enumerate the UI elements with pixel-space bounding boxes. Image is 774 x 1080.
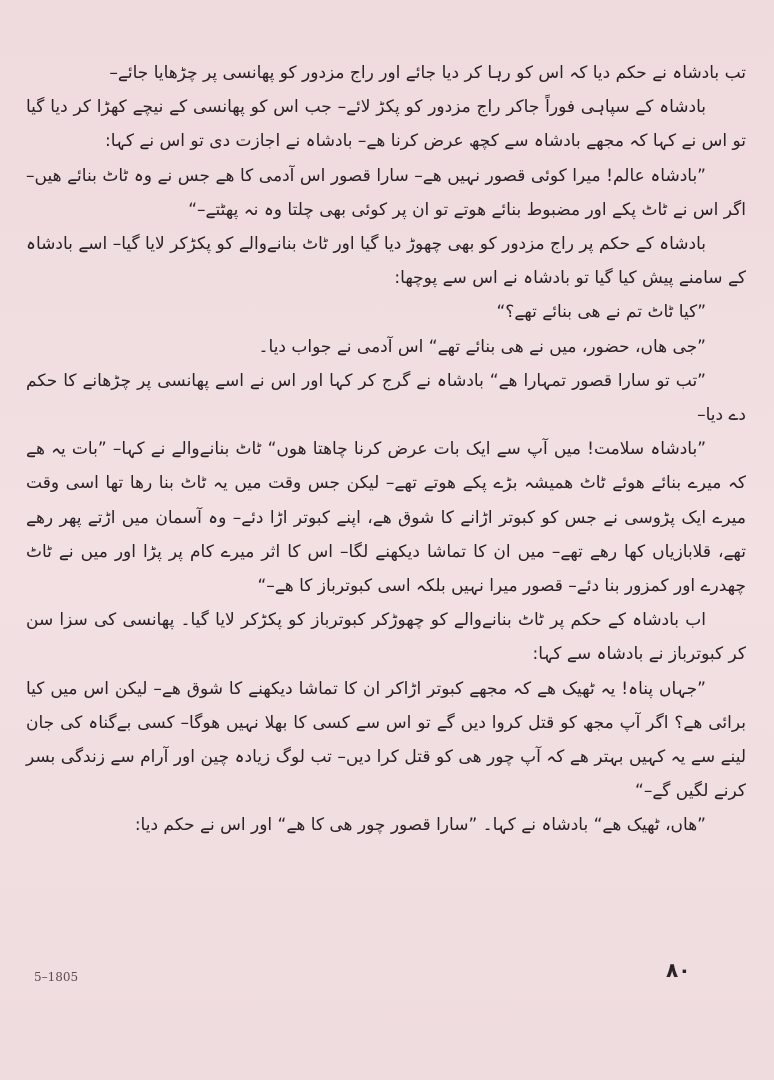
paragraph: ”تب تو سارا قصور تمہارا ھے“ بادشاہ نے گرج کر کہا اور اس نے اسے پھانسی پر چڑھانے کا حکم دے دیا– — [26, 370, 746, 426]
paragraph: تب بادشاہ نے حکم دیا کہ اس کو رہا کر دیا جائے اور راج مزدور کو پھانسی پر چڑھایا جائے– — [109, 63, 746, 83]
paragraph: اب بادشاہ کے حکم پر ٹاٹ بنانےوالے کو چھوڑکر کبوترباز کو پکڑکر لایا گیا۔ پھانسی کی سزا سن کر کبوترباز نے بادشاہ سے کہا: — [26, 610, 746, 665]
print-code: 5–1805 — [34, 970, 79, 984]
paragraph: ”جی ھاں، حضور، میں نے ھی بنائے تھے“ اس آدمی نے جواب دیا۔ — [258, 336, 706, 357]
paragraph: بادشاہ کے سپاہی فوراً جاکر راج مزدور کو پکڑ لائے– جب اس کو پھانسی کے نیچے کھڑا کر دیا گیا تو اس نے کہا کہ مجھے بادشاہ سے کچھ عرض کرنا ھے– بادشاہ نے اجازت دی تو اس نے کہا: — [26, 97, 746, 152]
paragraph: بادشاہ کے حکم پر راج مزدور کو بھی چھوڑ دیا گیا اور ٹاٹ بنانےوالے کو پکڑکر لایا گیا– اسے بادشاہ کے سامنے پیش کیا گیا تو بادشاہ نے اس سے پوچھا: — [26, 234, 746, 289]
body-text — [26, 56, 746, 843]
paragraph: ”ھاں، ٹھیک ھے“ بادشاہ نے کہا۔ ”سارا قصور چور ھی کا ھے“ اور اس نے حکم دیا: — [134, 815, 706, 836]
paragraph: ”بادشاہ سلامت! میں آپ سے ایک بات عرض کرنا چاھتا ھوں“ ٹاٹ بنانےوالے نے کہا– ”بات یہ ھے کہ میرے بنائے ھوئے ٹاٹ ھمیشہ بڑے پکے ھوتے تھے– لیکن جس وقت میں یہ ٹاٹ بنا رھا تھا اسی وقت میرے ایک پڑوسی نے جس کو کبوتر اڑانے کا شوق ھے، اپنے کبوتر اڑا دئے– وہ آسمان میں اڑتے پھر رھے تھے، قلابازیاں کھا رھے تھے– میں ان کا تماشا دیکھنے لگا– اس کا اثر میرے کام پر پڑا اور میں نے ٹاٹ چھدرے اور کمزور بنا دئے– قصور میرا نہیں بلکہ اسی کبوترباز کا ھے–“ — [26, 439, 746, 597]
paragraph: ”کیا ٹاٹ تم نے ھی بنائے تھے؟“ — [496, 302, 706, 323]
paragraph: ”بادشاہ عالم! میرا کوئی قصور نہیں ھے– سارا قصور اس آدمی کا ھے جس نے وہ ٹاٹ بنائے ھیں– اگر اس نے ٹاٹ پکے اور مضبوط بنائے ھوتے تو ان پر کوئی بھی چلتا وہ نہ پھٹتے–“ — [26, 165, 746, 220]
paragraph: ”جہاں پناہ! یہ ٹھیک ھے کہ مجھے کبوتر اڑاکر ان کا تماشا دیکھنے کا شوق ھے– لیکن اس میں کیا برائی ھے؟ اگر آپ مجھ کو قتل کروا دیں گے تو اس سے کسی کا بھلا نہیں ھوگا– کسی بےگناہ کی جان لینے سے یہ کہیں بہتر ھے کہ آپ چور ھی کو قتل کرا دیں– تب لوگ زیادہ چین اور آرام سے زندگی بسر کرنے لگیں گے–“ — [26, 678, 746, 802]
page-number: ۸۰ — [666, 958, 691, 982]
